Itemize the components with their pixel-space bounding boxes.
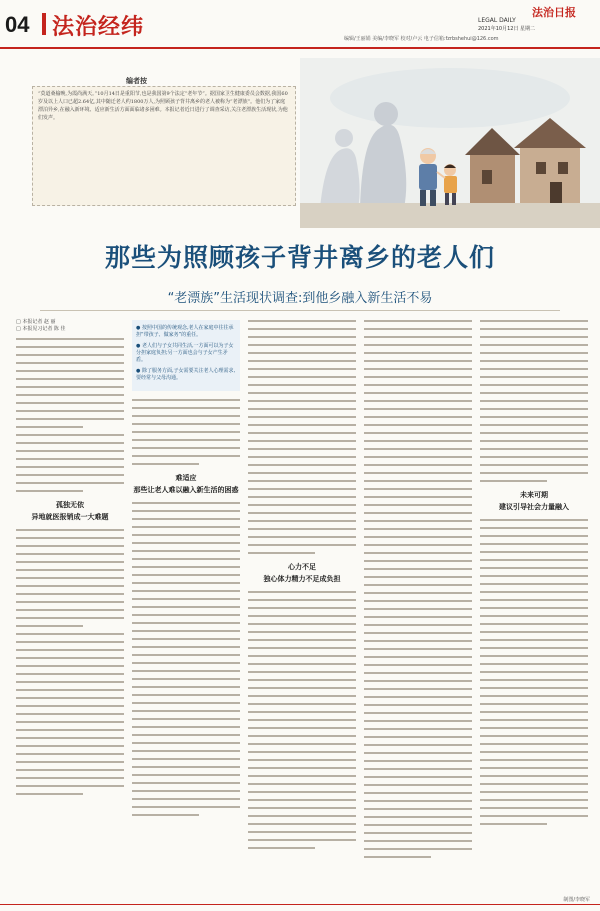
illustration-svg — [300, 58, 600, 228]
section-heading: 难适应 — [175, 474, 197, 482]
article-column-4 — [364, 318, 472, 893]
pullquote-box — [132, 320, 240, 391]
sub-headline: “老漂族”生活现状调查:到他乡融入新生活不易 — [167, 291, 433, 306]
header-rule — [0, 47, 600, 49]
page-number: 04 — [5, 12, 30, 37]
section-heading: 未来可期 — [520, 491, 548, 499]
section-heading: 独心体力精力不足成负担 — [263, 575, 341, 583]
section-heading: 孤独无依 — [56, 501, 84, 509]
pullquote: ● 按照中国的传统观念,老人在家庭中往往承担“带孩子、做家务”的重任。 — [136, 325, 234, 338]
village-illustration — [300, 58, 600, 228]
paper-english-title: LEGAL DAILY — [478, 17, 516, 24]
pullquote: ● 除了服务方面,子女需要关注老人心理需求,要经常与父母沟通。 — [136, 368, 236, 381]
section-name: 法治经纬 — [52, 15, 145, 40]
paper-title: 法治日报 — [532, 6, 576, 19]
article-column-2 — [132, 318, 240, 893]
pullquote: ● 老人们与子女共同生活,一方面可以为子女分担家庭负担;另一方面也会与子女产生矛盾。 — [136, 343, 234, 363]
section-heading: 异地就医报销成一大难题 — [31, 513, 109, 521]
section-heading: 建议引导社会力量融入 — [499, 503, 569, 511]
section-accent-bar — [42, 13, 46, 35]
article-column-3 — [248, 318, 356, 893]
editor-note-title: 编者按 — [122, 76, 151, 86]
masthead — [0, 0, 600, 52]
article-column-1 — [16, 318, 124, 893]
editor-note-text: “莫道桑榆晚,为霞尚满天。”10月14日是重阳节,也是我国第9个法定“老年节”。据国家卫生健康委员会数据,我国60岁及以上人口已超2.64亿,其中随迁老人约1800万人,为照顾孩子背井离乡的老人被称为“老漂族”。他们为了家庭漂泊异乡,在融入新环境、适应新生活方面面临诸多困难。本报记者近日进行了调查采访,关注老漂族生活现状,为他们发声。 — [38, 91, 288, 121]
issue-date: 2021年10月12日 星期二 — [478, 26, 536, 32]
graphic-credit: 制图/李晓军 — [563, 897, 590, 903]
footer-rule — [0, 904, 600, 905]
main-headline: 那些为照顾孩子背井离乡的老人们 — [104, 243, 495, 272]
editor-credits: 编辑/王丽娟 美编/李晓军 校对/卢云 电子信箱:fzrbshehui@126.com — [344, 36, 499, 42]
byline: □ 本报记者 赵 丽 □ 本报见习记者 陈 佳 — [16, 319, 66, 332]
article-column-5 — [480, 318, 588, 893]
section-heading: 心力不足 — [288, 563, 316, 571]
section-heading: 那些让老人难以融入新生活的困惑 — [133, 486, 239, 494]
headline-rule — [40, 310, 560, 311]
article-body — [16, 318, 596, 898]
